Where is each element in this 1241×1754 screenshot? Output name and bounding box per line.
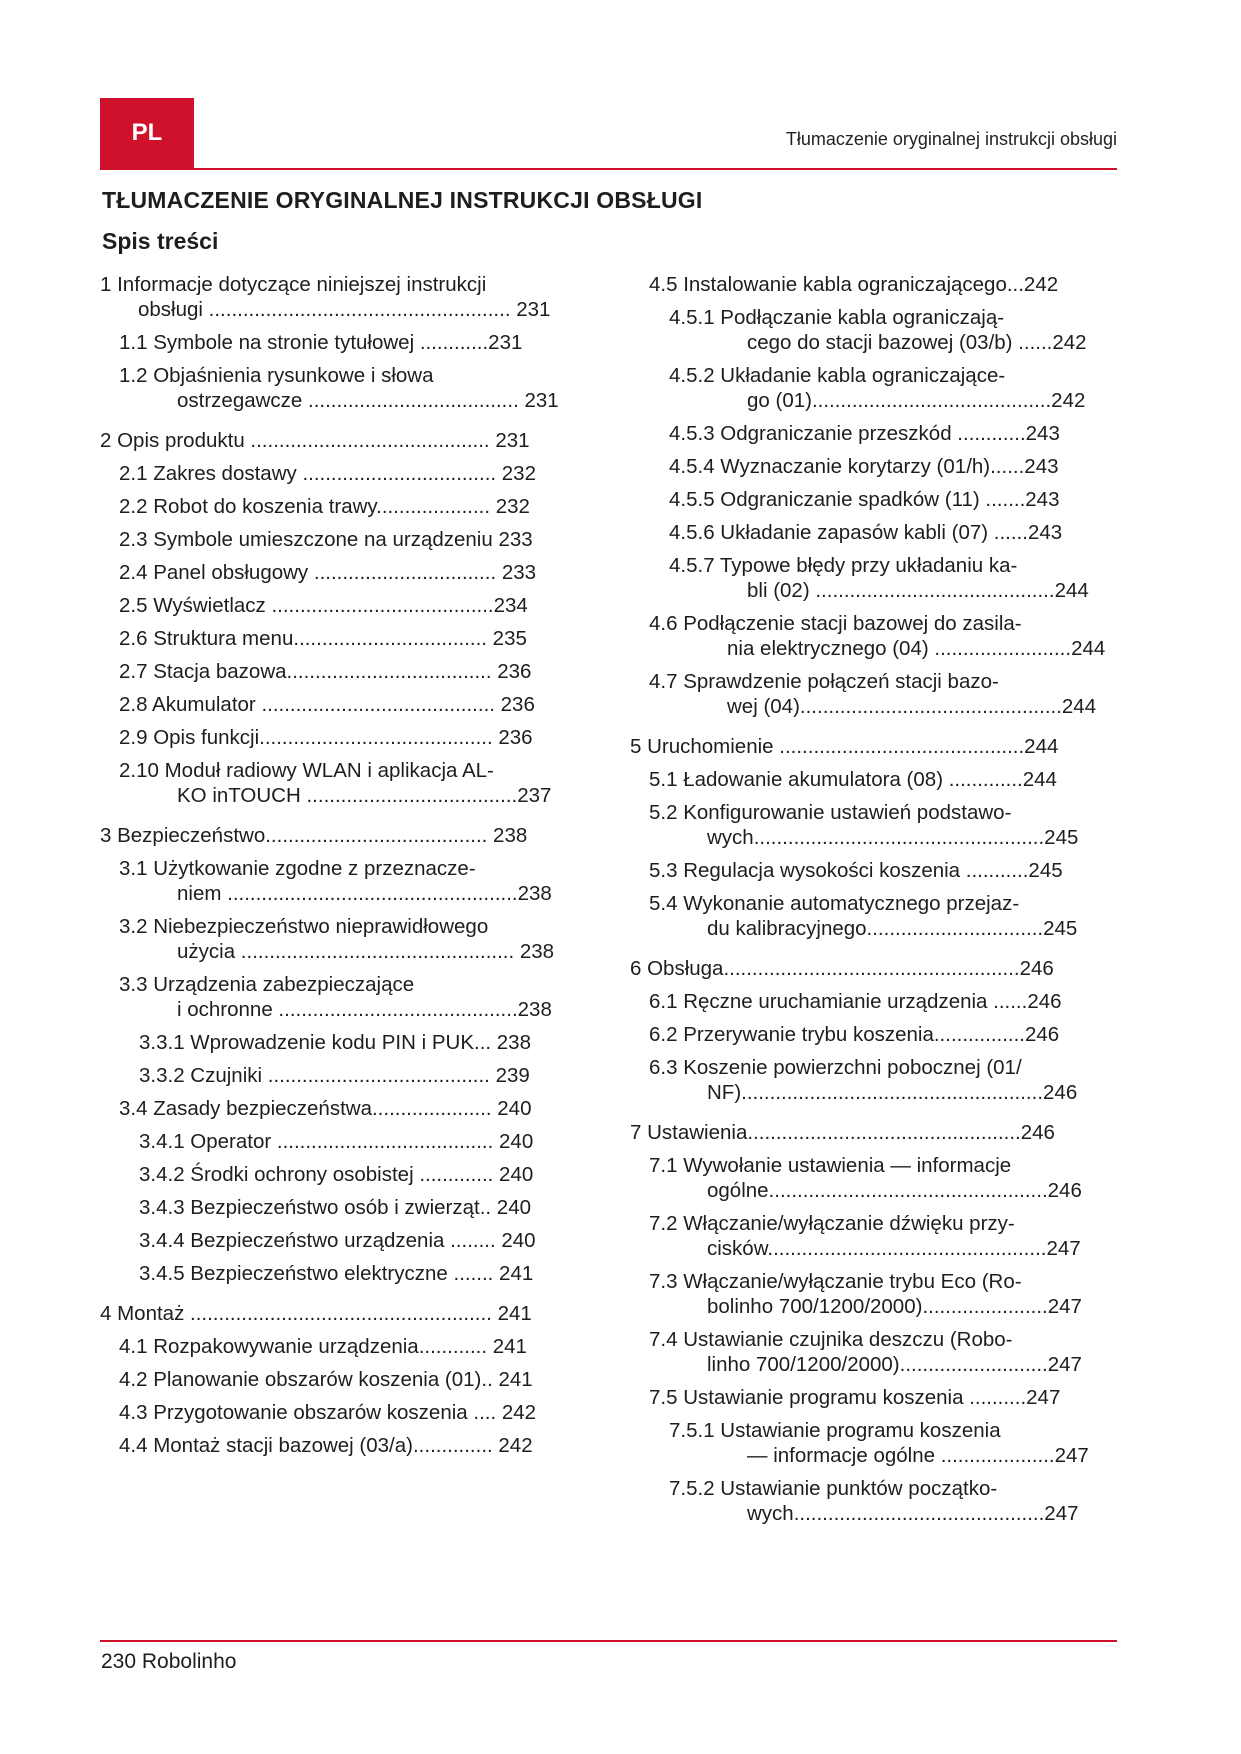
toc-entry[interactable]: 4.3 Przygotowanie obszarów koszenia .... 242: [119, 1401, 537, 1424]
toc-entry[interactable]: 4.5.5 Odgraniczanie spadków (11) .......243: [669, 488, 1060, 511]
toc-entry[interactable]: 3.4.2 Środki ochrony osobistej ............. 240: [139, 1163, 534, 1186]
toc-heading: Spis treści: [102, 228, 219, 254]
toc-entry[interactable]: 5.3 Regulacja wysokości koszenia ...........245: [649, 859, 1063, 882]
toc-entry[interactable]: 2.4 Panel obsługowy ................................ 233: [119, 561, 537, 584]
toc-entry[interactable]: 3.2 Niebezpieczeństwo nieprawidłowego użycia ................................................ 238: [119, 915, 555, 963]
toc-entry[interactable]: 3.4 Zasady bezpieczeństwa..................... 240: [119, 1097, 532, 1120]
toc-entry[interactable]: 2.3 Symbole umieszczone na urządzeniu 233: [119, 528, 533, 551]
toc-entry[interactable]: 2.5 Wyświetlacz .......................................234: [119, 594, 528, 617]
toc-entry[interactable]: 5.4 Wykonanie automatycznego przejaz- du kalibracyjnego...............................245: [649, 892, 1078, 940]
toc-entry[interactable]: 4.5.7 Typowe błędy przy układaniu ka- bli (02) ..........................................244: [669, 554, 1089, 602]
toc-entry[interactable]: 2.2 Robot do koszenia trawy.................... 232: [119, 495, 530, 518]
toc-entry[interactable]: 3.3.1 Wprowadzenie kodu PIN i PUK... 238: [139, 1031, 531, 1054]
toc-entry[interactable]: 2.7 Stacja bazowa.................................... 236: [119, 660, 532, 683]
running-header-title: Tłumaczenie oryginalnej instrukcji obsługi: [785, 129, 1117, 149]
toc-entry[interactable]: 2.6 Struktura menu.................................. 235: [119, 627, 527, 650]
toc-entry[interactable]: 5.1 Ładowanie akumulatora (08) .............244: [649, 768, 1057, 791]
toc-entry[interactable]: 7.5.1 Ustawianie programu koszenia — informacje ogólne ....................247: [669, 1419, 1089, 1467]
document-title: TŁUMACZENIE ORYGINALNEJ INSTRUKCJI OBSŁUGI: [102, 187, 703, 213]
toc-entry[interactable]: 2 Opis produktu .......................................... 231: [100, 429, 530, 452]
toc-entry[interactable]: 3.3 Urządzenia zabezpieczające i ochronne ..........................................238: [119, 973, 552, 1021]
toc-entry[interactable]: 4 Montaż ..................................................... 241: [100, 1302, 532, 1325]
toc-entry[interactable]: 3.4.1 Operator ...................................... 240: [139, 1130, 534, 1153]
toc-entry[interactable]: 4.5 Instalowanie kabla ograniczającego...242: [649, 273, 1059, 296]
toc-entry[interactable]: 4.5.4 Wyznaczanie korytarzy (01/h)......243: [669, 455, 1059, 478]
toc-entry[interactable]: 7.3 Włączanie/wyłączanie trybu Eco (Ro- bolinho 700/1200/2000)......................247: [649, 1270, 1082, 1318]
toc-entry[interactable]: 1.1 Symbole na stronie tytułowej ............231: [119, 331, 523, 354]
toc-entry[interactable]: 1.2 Objaśnienia rysunkowe i słowa ostrzegawcze ..................................... 231: [119, 364, 559, 412]
toc-entry[interactable]: 5.2 Konfigurowanie ustawień podstawo- wych...................................................245: [649, 801, 1079, 849]
toc-entry[interactable]: 4.5.1 Podłączanie kabla ograniczają- cego do stacji bazowej (03/b) ......242: [669, 306, 1087, 354]
toc-entry[interactable]: 7.4 Ustawianie czujnika deszczu (Robo- linho 700/1200/2000)..........................247: [649, 1328, 1082, 1376]
header-divider: [100, 168, 1117, 170]
toc-entry[interactable]: 3.4.5 Bezpieczeństwo elektryczne ....... 241: [139, 1262, 534, 1285]
toc-right-column: [630, 272, 1116, 1534]
toc-entry[interactable]: 7.1 Wywołanie ustawienia — informacje ogólne.................................................246: [649, 1154, 1082, 1202]
page-number: 230 Robolinho: [101, 1650, 237, 1673]
footer-divider: [100, 1640, 1117, 1642]
toc-entry[interactable]: 4.4 Montaż stacji bazowej (03/a).............. 242: [119, 1434, 533, 1457]
toc-entry[interactable]: 7.5 Ustawianie programu koszenia ..........247: [649, 1386, 1061, 1409]
toc-entry[interactable]: 4.5.3 Odgraniczanie przeszkód ............243: [669, 422, 1060, 445]
toc-entry[interactable]: 6 Obsługa....................................................246: [630, 957, 1054, 980]
toc-entry[interactable]: 2.9 Opis funkcji......................................... 236: [119, 726, 533, 749]
toc-entry[interactable]: 4.1 Rozpakowywanie urządzenia............ 241: [119, 1335, 527, 1358]
toc-entry[interactable]: 6.2 Przerywanie trybu koszenia................246: [649, 1023, 1060, 1046]
toc-entry[interactable]: 4.7 Sprawdzenie połączeń stacji bazo- wej (04)..............................................244: [649, 670, 1097, 718]
toc-entry[interactable]: 7.2 Włączanie/wyłączanie dźwięku przy- cisków.................................................247: [649, 1212, 1081, 1260]
toc-entry[interactable]: 5 Uruchomienie ...........................................244: [630, 735, 1059, 758]
toc-entry[interactable]: 6.3 Koszenie powierzchni pobocznej (01/ NF).....................................................246: [649, 1056, 1078, 1104]
toc-entry[interactable]: 3 Bezpieczeństwo....................................... 238: [100, 824, 528, 847]
toc-entry[interactable]: 4.5.6 Układanie zapasów kabli (07) ......243: [669, 521, 1063, 544]
toc-entry[interactable]: 7.5.2 Ustawianie punktów początko- wych............................................247: [669, 1477, 1079, 1525]
toc-entry[interactable]: 4.5.2 Układanie kabla ograniczające- go (01)..........................................242: [669, 364, 1086, 412]
toc-entry[interactable]: 7 Ustawienia................................................246: [630, 1121, 1055, 1144]
toc-entry[interactable]: 2.1 Zakres dostawy .................................. 232: [119, 462, 536, 485]
toc-entry[interactable]: 3.3.2 Czujniki ....................................... 239: [139, 1064, 530, 1087]
toc-entry[interactable]: 2.8 Akumulator ......................................... 236: [119, 693, 535, 716]
toc-entry[interactable]: 2.10 Moduł radiowy WLAN i aplikacja AL- KO inTOUCH .....................................237: [119, 759, 552, 807]
toc-entry[interactable]: 3.4.4 Bezpieczeństwo urządzenia ........ 240: [139, 1229, 536, 1252]
toc-entry[interactable]: 3.4.3 Bezpieczeństwo osób i zwierząt.. 240: [139, 1196, 531, 1219]
language-badge: PL: [100, 98, 194, 168]
toc-entry[interactable]: 4.2 Planowanie obszarów koszenia (01).. 241: [119, 1368, 533, 1391]
toc-entry[interactable]: 1 Informacje dotyczące niniejszej instrukcji obsługi ..................................................... 231: [100, 273, 551, 321]
toc-left-column: [100, 272, 600, 1466]
toc-entry[interactable]: 3.1 Użytkowanie zgodne z przeznacze- niem ...................................................238: [119, 857, 552, 905]
toc-entry[interactable]: 4.6 Podłączenie stacji bazowej do zasila- nia elektrycznego (04) ........................244: [649, 612, 1106, 660]
toc-entry[interactable]: 6.1 Ręczne uruchamianie urządzenia ......246: [649, 990, 1062, 1013]
